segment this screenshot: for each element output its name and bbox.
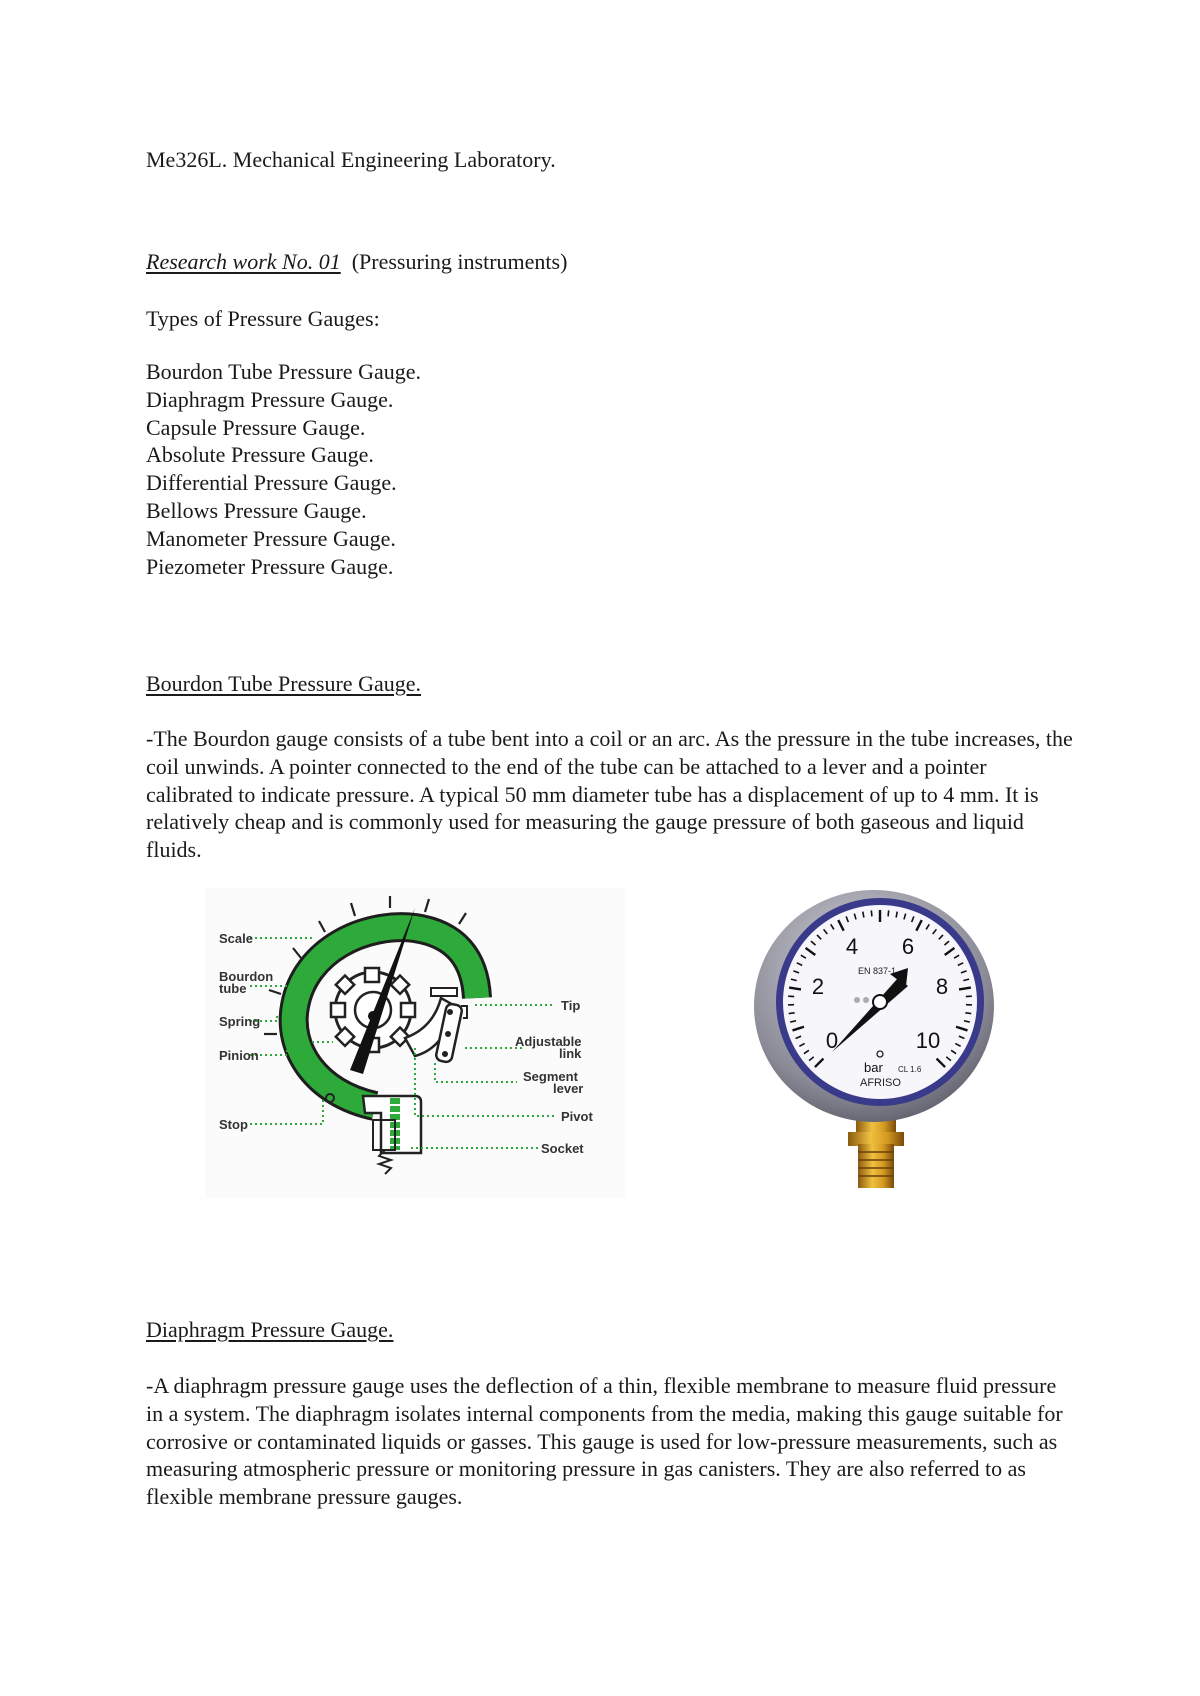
label-scale: Scale	[219, 931, 253, 946]
label-stop: Stop	[219, 1117, 248, 1132]
label-spring: Spring	[219, 1014, 261, 1029]
label-bourdon-1: Bourdon	[219, 969, 274, 984]
list-item: Piezometer Pressure Gauge.	[146, 553, 394, 579]
dial-num-2: 2	[811, 974, 825, 999]
research-subtitle: (Pressuring instruments)	[351, 249, 568, 274]
label-tip: Tip	[561, 998, 581, 1013]
label-adjustable: Adjustable	[515, 1034, 582, 1049]
dial-tick	[863, 912, 864, 918]
pressure-gauge-photo	[748, 882, 1008, 1212]
list-item: Bellows Pressure Gauge.	[146, 497, 367, 523]
list-item: Diaphragm Pressure Gauge.	[146, 386, 394, 412]
list-item: Manometer Pressure Gauge.	[146, 525, 396, 551]
dial-num-6: 6	[901, 934, 915, 959]
tube-tip	[431, 988, 457, 996]
research-title-line	[146, 248, 567, 276]
gauge-types-list	[146, 358, 421, 580]
dial-num-0: 0	[825, 1028, 839, 1053]
label-socket: Socket	[541, 1141, 584, 1156]
dial-tick	[871, 910, 872, 916]
dial-unit: bar	[864, 1060, 883, 1075]
bourdon-tube-diagram	[205, 888, 625, 1198]
label-pinion: Pinion	[219, 1048, 259, 1063]
dial-num-4: 4	[845, 934, 859, 959]
dial-tick	[888, 910, 889, 916]
label-lever: lever	[553, 1081, 584, 1096]
diaphragm-paragraph: -A diaphragm pressure gauge uses the deflection of a thin, flexible membrane to measure fluid pressure in a system. The diaphragm isolates internal components from the media, making this gauge suitable for corrosive or contaminated liquids or gasses. This gauge is used for low-pressure measurements, such as measuring atmospheric pressure or monitoring pressure in gas canisters. They are also referred to as flexible membrane pressure gauges.	[146, 1373, 1063, 1510]
list-item: Capsule Pressure Gauge.	[146, 414, 366, 440]
list-item: Absolute Pressure Gauge.	[146, 442, 374, 468]
types-heading: Types of Pressure Gauges:	[146, 306, 380, 331]
dial-brand: AFRISO	[860, 1077, 901, 1089]
diaphragm-heading: Diaphragm Pressure Gauge.	[146, 1317, 394, 1342]
dial-tick	[965, 1013, 971, 1014]
bourdon-paragraph: -The Bourdon gauge consists of a tube bent into a coil or an arc. As the pressure in the tube increases, the coil unwinds. A pointer connected to the end of the tube can be attached to a lever and a pointer calibrated to indicate pressure. A typical 50 mm diameter tube has a displacement of up to 4 mm. It is relatively cheap and is commonly used for measuring the gauge pressure of both gaseous and liquid fluids.	[146, 726, 1073, 863]
label-bourdon-2: tube	[219, 981, 247, 996]
dial-tick	[789, 1013, 795, 1014]
label-link: link	[559, 1046, 582, 1061]
dial-code: EN 837-1	[858, 966, 897, 976]
dial-class: CL 1.6	[898, 1065, 922, 1074]
dial-num-8: 8	[935, 974, 949, 999]
dial-num-10: 10	[915, 1028, 941, 1053]
list-item: Bourdon Tube Pressure Gauge.	[146, 359, 421, 384]
bourdon-heading: Bourdon Tube Pressure Gauge.	[146, 671, 421, 696]
research-title: Research work No. 01	[146, 249, 341, 274]
dial-tick	[896, 912, 897, 918]
label-pivot: Pivot	[561, 1109, 593, 1124]
list-item: Differential Pressure Gauge.	[146, 470, 397, 496]
course-header: Me326L. Mechanical Engineering Laboratory.	[146, 147, 556, 172]
label-segment: Segment	[523, 1069, 578, 1084]
